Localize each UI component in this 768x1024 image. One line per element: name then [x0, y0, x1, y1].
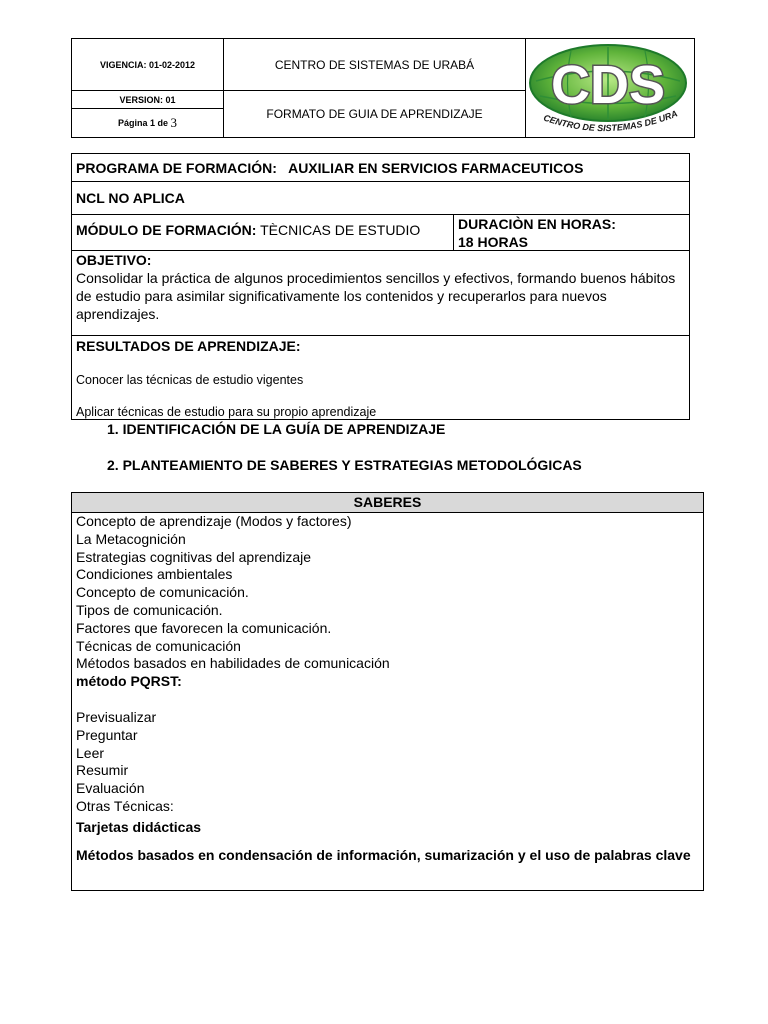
saberes-list	[76, 513, 699, 691]
ncl: NCL NO APLICA	[76, 190, 185, 206]
list-item: Concepto de comunicación.	[76, 584, 249, 601]
list-item: Previsualizar	[76, 709, 157, 725]
tarjetas-didacticas: Tarjetas didácticas	[76, 819, 202, 835]
list-item: Evaluación	[76, 780, 145, 797]
list-item: Estrategias cognitivas del aprendizaje	[76, 548, 312, 565]
pqrst-label: método PQRST:	[76, 673, 182, 690]
programa-row	[76, 159, 583, 177]
metodos-condensacion: Métodos basados en condensación de información, sumarización y el uso de palabras clave	[76, 847, 691, 863]
objetivo-label: OBJETIVO:	[76, 252, 152, 268]
list-item: Condiciones ambientales	[76, 566, 233, 583]
vigencia-label: VIGENCIA: 01-02-2012	[99, 59, 196, 70]
objetivo-text: Consolidar la práctica de algunos procedimientos sencillos y efectivos, formando buenos hábitos de estudio para asimilar significativamente los contenidos y recuperarlos para nuevos aprendizajes.	[76, 270, 676, 322]
modulo-row	[76, 221, 420, 239]
version-label: VERSION: 01	[119, 94, 176, 105]
page-total: 3	[170, 115, 178, 130]
modulo-value: TÈCNICAS DE ESTUDIO	[260, 222, 421, 238]
list-item: Tipos de comunicación.	[76, 601, 223, 618]
list-item: Métodos basados en habilidades de comunicación	[76, 655, 390, 672]
section-1-title: 1. IDENTIFICACIÓN DE LA GUÍA DE APRENDIZAJE	[107, 421, 446, 437]
programa-label: PROGRAMA DE FORMACIÓN:	[76, 160, 277, 176]
modulo-label: MÓDULO DE FORMACIÓN:	[76, 222, 257, 238]
pqrst-list	[76, 709, 699, 816]
list-item: Factores que favorecen la comunicación.	[76, 619, 332, 636]
saberes-header: SABERES	[72, 493, 703, 513]
program-table	[71, 153, 690, 420]
format-name: FORMATO DE GUIA DE APRENDIZAJE	[266, 107, 483, 121]
section-2-title: 2. PLANTEAMIENTO DE SABERES Y ESTRATEGIAS METODOLÓGICAS	[107, 457, 582, 473]
list-item: Leer	[76, 744, 105, 761]
list-item: La Metacognición	[76, 530, 186, 547]
list-item: Técnicas de comunicación	[76, 637, 241, 654]
programa-value: AUXILIAR EN SERVICIOS FARMACEUTICOS	[288, 160, 584, 176]
resultados-label: RESULTADOS DE APRENDIZAJE:	[76, 338, 301, 354]
org-name: CENTRO DE SISTEMAS DE URABÁ	[274, 57, 475, 72]
resultado-2: Aplicar técnicas de estudio para su propio aprendizaje	[76, 405, 377, 419]
duracion-label: DURACIÒN EN HORAS:	[458, 216, 616, 232]
list-item: Otras Técnicas:	[76, 797, 174, 814]
saberes-table	[71, 492, 704, 891]
page-number	[72, 109, 223, 137]
logo-text: CDS	[550, 55, 666, 115]
list-item: Resumir	[76, 762, 129, 779]
list-item: Preguntar	[76, 726, 138, 743]
logo-caption: CENTRO DE SISTEMAS DE URA	[542, 108, 679, 134]
resultado-1: Conocer las técnicas de estudio vigentes	[76, 373, 304, 387]
cds-logo	[526, 41, 690, 136]
list-item: Concepto de aprendizaje (Modos y factores)	[76, 513, 352, 529]
duracion-value: 18 HORAS	[458, 234, 529, 250]
page-prefix: Página 1 de	[117, 118, 168, 128]
